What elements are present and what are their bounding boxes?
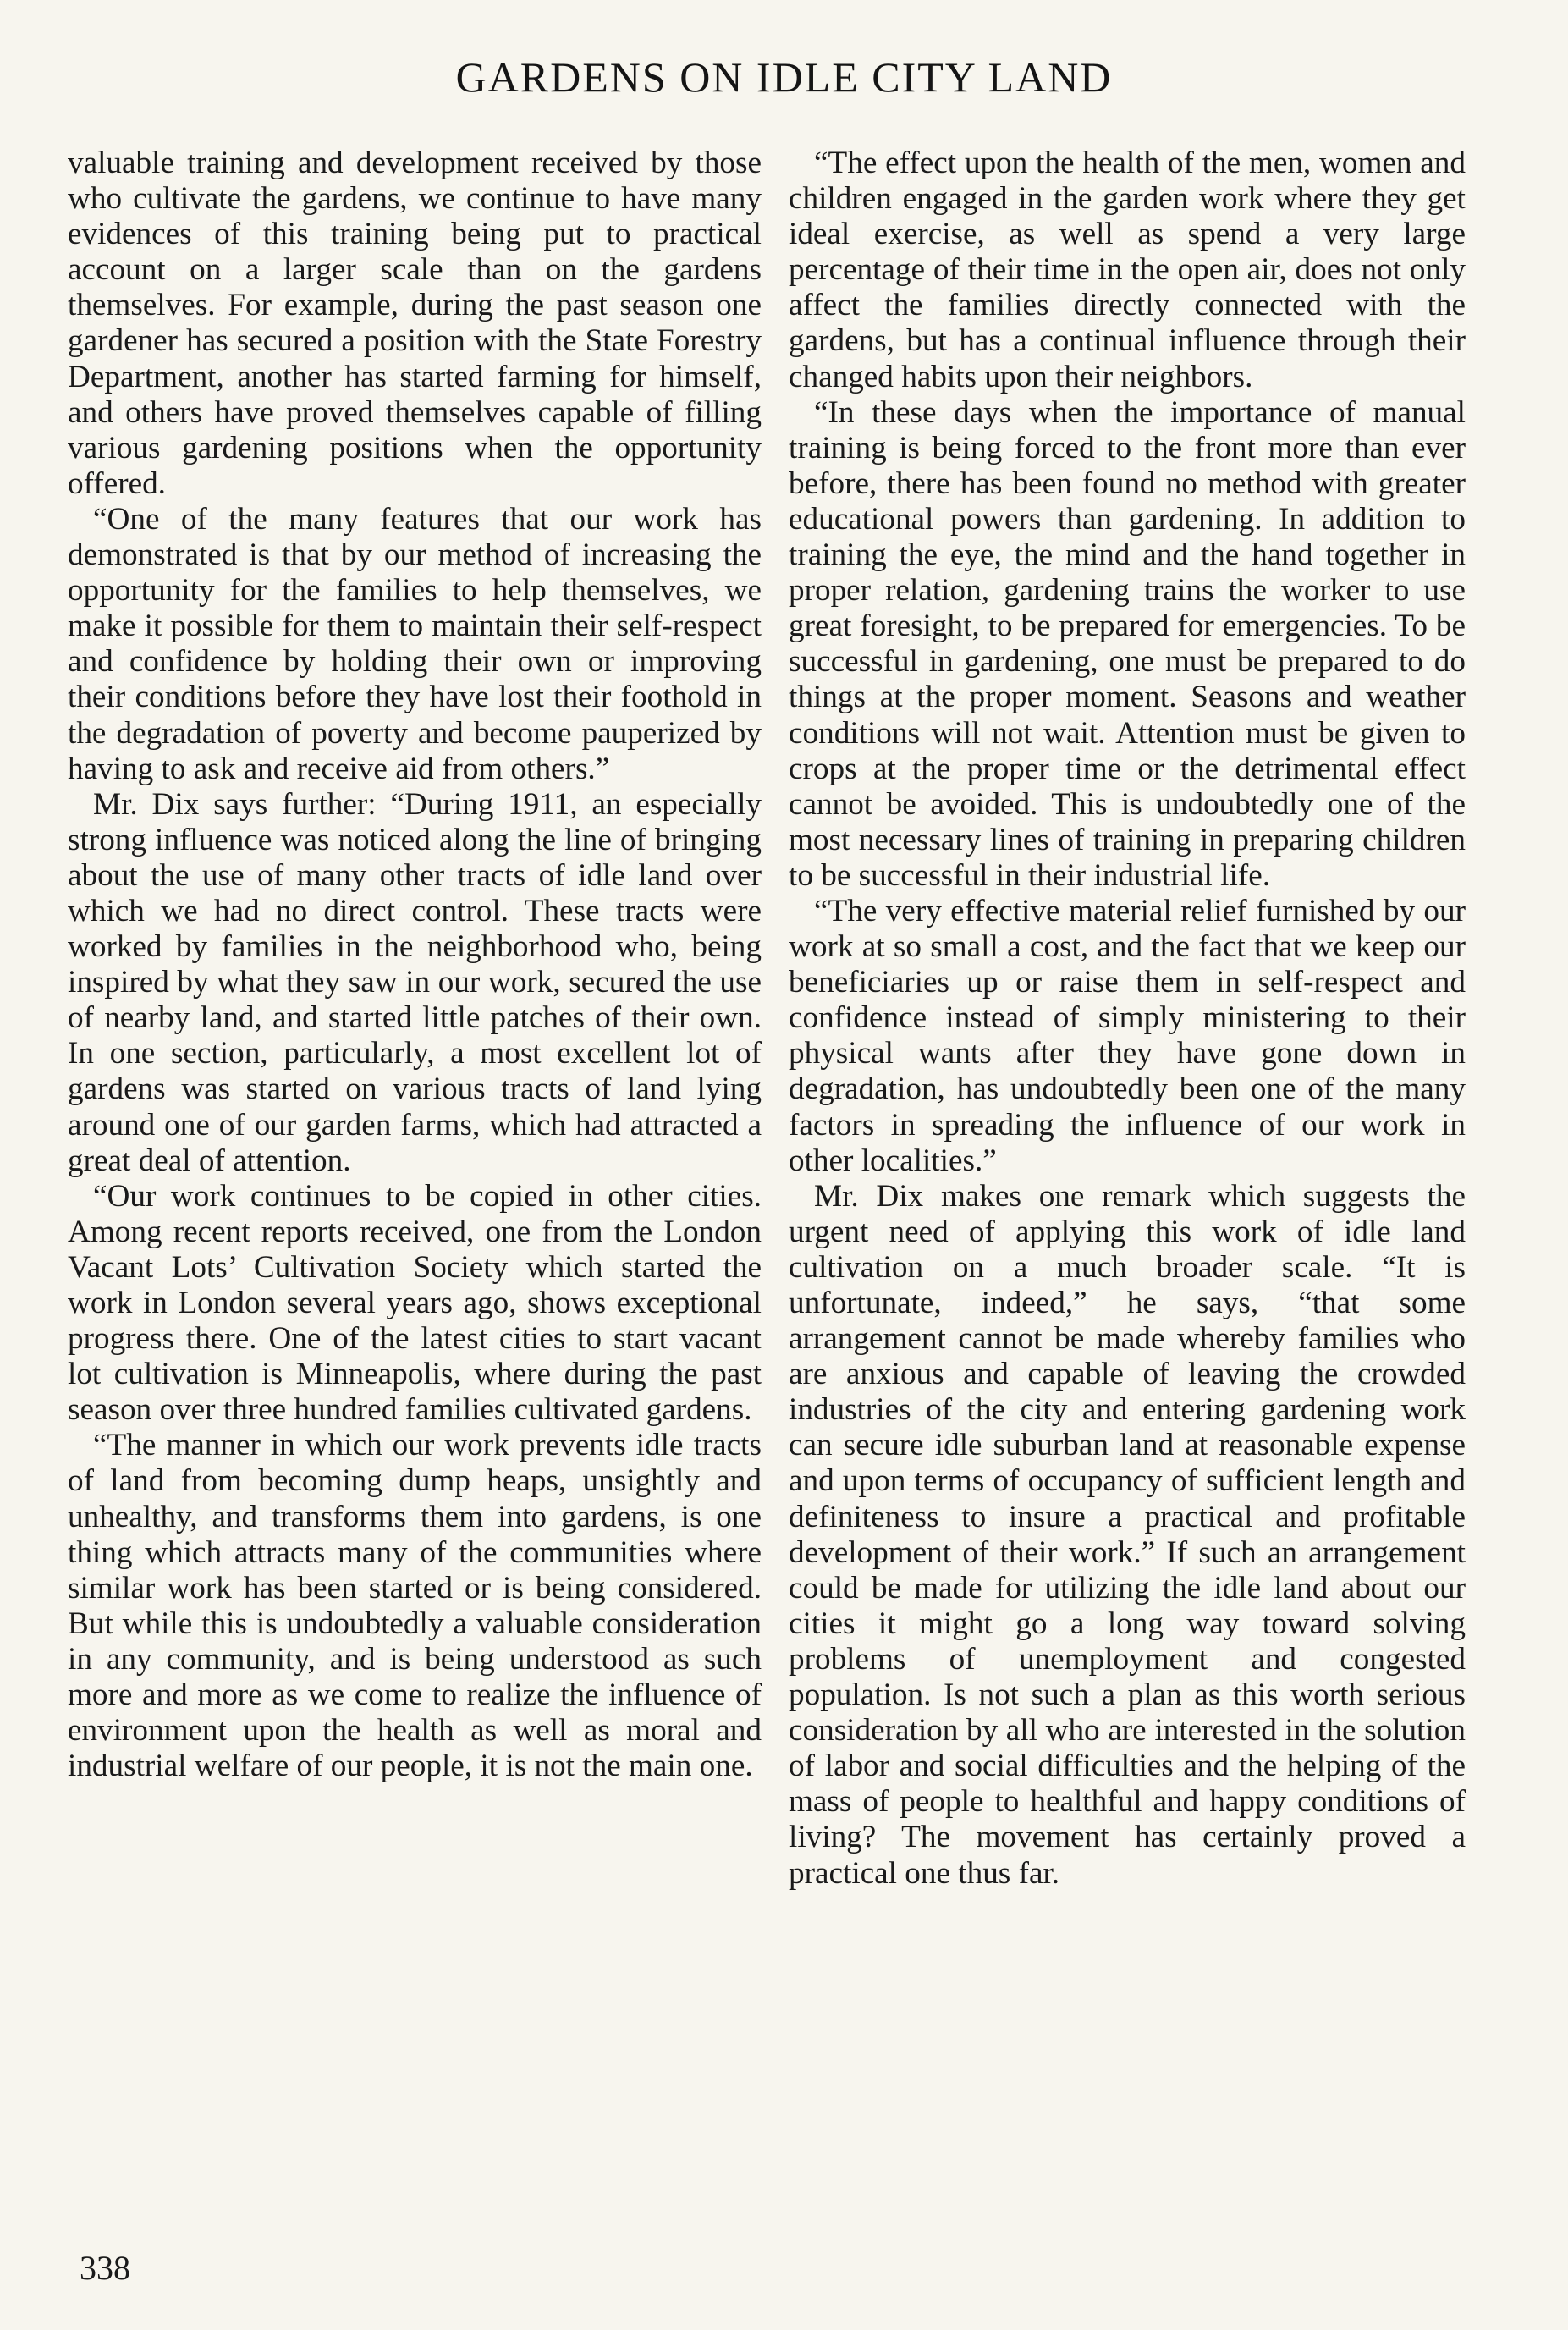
paragraph: Mr. Dix makes one remark which suggests the urgent need of applying this work of idle land cultivation on a much broader scale. “It is unfortunate, indeed,” he says, “that some arrangement cannot be made whereby families who are anxious and capable of leaving the crowded industries of the city and entering gardening work can secure idle suburban land at reasonable expense and upon terms of occupancy of sufficient length and definiteness to insure a practical and profitable development of their work.” If such an arrangement could be made for utilizing the idle land about our cities it might go a long way toward solving problems of unemployment and congested population. Is not such a plan as this worth serious consideration by all who are interested in the solution of labor and social difficulties and the helping of the mass of people to healthful and happy conditions of living? The movement has certainly proved a practical one thus far. (789, 1178, 1466, 1891)
paragraph: “One of the many features that our work has demonstrated is that by our method of increasing the opportunity for the families to help themselves, we make it possible for them to maintain their self-respect and confidence by holding their own or improving their conditions before they have lost their foothold in the degradation of poverty and become pauperized by having to ask and receive aid from others.” (68, 501, 762, 786)
paragraph: “The manner in which our work prevents idle tracts of land from becoming dump heaps, unsightly and unhealthy, and transforms them into gardens, is one thing which attracts many of the communities where similar work has been started or is being considered. But while this is undoubtedly a valuable consideration in any community, and is being understood as such more and more as we come to realize the influence of environment upon the health as well as moral and industrial welfare of our people, it is not the main one. (68, 1428, 762, 1784)
right-column (789, 146, 1466, 1892)
paragraph: “Our work continues to be copied in other cities. Among recent reports received, one from the London Vacant Lots’ Cultivation Society which started the work in London several years ago, shows exceptional progress there. One of the latest cities to start vacant lot cultivation is Minneapolis, where during the past season over three hundred families cultivated gardens. (68, 1178, 762, 1428)
paragraph: valuable training and development received by those who cultivate the gardens, we continue to have many evidences of this training being put to practical account on a larger scale than on the gardens themselves. For example, during the past season one gardener has secured a position with the State Forestry Department, another has started farming for himself, and others have proved themselves capable of filling various gardening positions when the opportunity offered. (68, 146, 762, 501)
paragraph: “In these days when the importance of manual training is being forced to the front more than ever before, there has been found no method with greater educational powers than gardening. In addition to training the eye, the mind and the hand together in proper relation, gardening trains the worker to use great foresight, to be prepared for emergencies. To be successful in gardening, one must be prepared to do things at the proper moment. Seasons and weather conditions will not wait. Attention must be given to crops at the proper time or the detrimental effect cannot be avoided. This is undoubtedly one of the most necessary lines of training in preparing children to be successful in their industrial life. (789, 394, 1466, 893)
page-number: 338 (80, 2249, 130, 2287)
paragraph: Mr. Dix says further: “During 1911, an especially strong influence was noticed along the line of bringing about the use of many other tracts of idle land over which we had no direct control. These tracts were worked by families in the neighborhood who, being inspired by what they saw in our work, secured the use of nearby land, and started little patches of their own. In one section, particularly, a most excellent lot of gardens was started on various tracts of land lying around one of our garden farms, which had attracted a great deal of attention. (68, 786, 762, 1178)
left-column (68, 146, 762, 1784)
running-head: GARDENS ON IDLE CITY LAND (455, 53, 1113, 101)
paragraph: “The very effective material relief furnished by our work at so small a cost, and the fact that we keep our beneficiaries up or raise them in self-respect and confidence instead of simply ministering to their physical wants after they have gone down in degradation, has undoubtedly been one of the many factors in spreading the influence of our work in other localities.” (789, 893, 1466, 1178)
paragraph: “The effect upon the health of the men, women and children engaged in the garden work where they get ideal exercise, as well as spend a very large percentage of their time in the open air, does not only affect the families directly connected with the gardens, but has a continual influence through their changed habits upon their neighbors. (789, 146, 1466, 394)
